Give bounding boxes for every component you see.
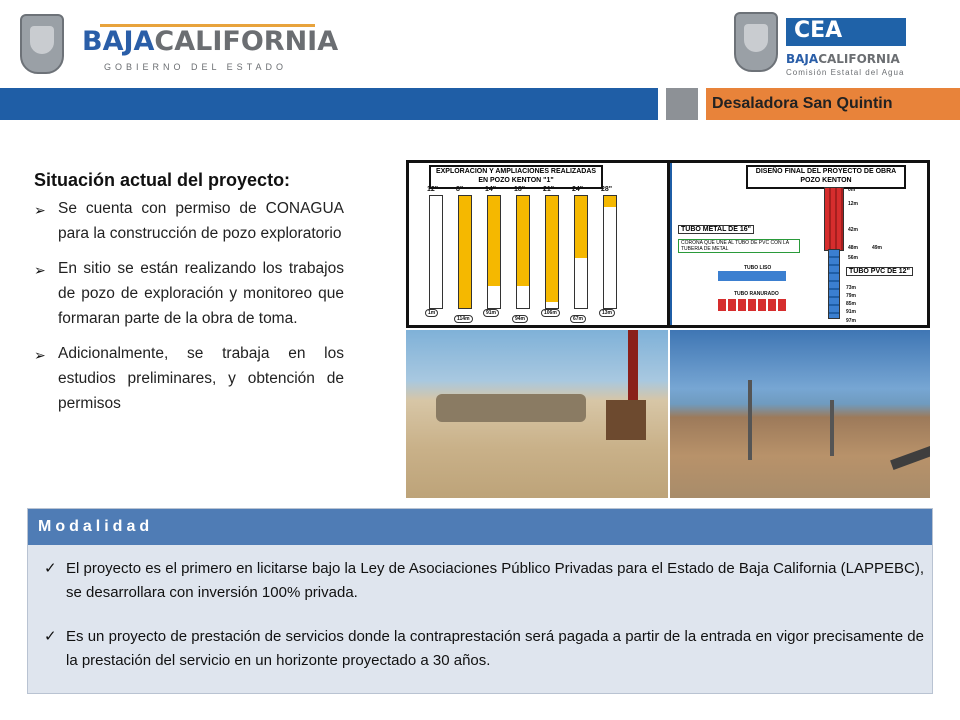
project-tag — [706, 88, 960, 120]
depth-label: 97m — [846, 318, 857, 324]
site-photo-coast — [670, 330, 930, 498]
pipe-depth-label: 1m — [425, 309, 438, 317]
depth-label: 48m — [848, 245, 859, 251]
pipe-size-label: 28" — [601, 186, 613, 193]
final-design-diagram — [670, 163, 927, 325]
pipe-depth-label: 114m — [454, 315, 473, 323]
pipe-column — [458, 195, 472, 309]
cea-subtitle: Comisión Estatal del Agua — [786, 68, 905, 77]
cea-brand — [786, 52, 900, 66]
pipe-column — [545, 195, 559, 309]
pipe-fill — [459, 196, 471, 308]
pipe-fill — [517, 196, 529, 286]
pipe-size-label: 18" — [514, 186, 526, 193]
pipe-depth-label: 67m — [570, 315, 586, 323]
arrow-bullet-icon: ➢ — [34, 202, 46, 218]
pipe-depth-label: 94m — [512, 315, 528, 323]
depth-label: 91m — [846, 309, 857, 315]
header-band — [0, 88, 658, 120]
depth-label: 73m — [846, 285, 857, 291]
corona-label: CORONA QUE UNE AL TUBO DE PVC CON LA TUBERIA DE METAL — [678, 239, 800, 253]
modalidad-list — [38, 557, 924, 693]
depth-label: 79m — [846, 293, 857, 299]
pipe-size-label: 12" — [427, 186, 439, 193]
site-photo-drilling — [406, 330, 668, 498]
arrow-bullet-icon: ➢ — [34, 347, 46, 363]
pipe-column — [574, 195, 588, 309]
modalidad-header — [28, 509, 932, 545]
pipe-depth-label: 106m — [541, 309, 560, 317]
diagram-divider — [670, 163, 672, 325]
cea-logo-text: CEA — [794, 18, 843, 43]
smooth-pipe-swatch — [718, 271, 786, 281]
gobierno-brand — [82, 26, 338, 57]
cea-brand-california: CALIFORNIA — [818, 52, 900, 66]
pipe-column — [603, 195, 617, 309]
gobierno-logo — [20, 10, 339, 76]
drill-mast — [748, 380, 752, 460]
modalidad-box — [27, 508, 933, 694]
depth-label: 0m — [848, 187, 856, 193]
cea-logo — [730, 8, 950, 82]
pipe-fill — [575, 196, 587, 258]
depth-label: 56m — [848, 255, 859, 261]
depth-label: 12m — [848, 201, 859, 207]
exploration-diagram — [409, 163, 667, 325]
gobierno-subtitle: GOBIERNO DEL ESTADO — [104, 62, 288, 72]
pipe-fill — [488, 196, 500, 286]
check-icon: ✓ — [44, 560, 57, 577]
state-shield-icon — [20, 14, 64, 74]
metal-pipe-label: TUBO METAL DE 16" — [678, 225, 754, 234]
project-tag-label: Desaladora San Quintin — [712, 95, 893, 112]
slotted-pipe-swatch — [718, 299, 786, 311]
well-diagram — [406, 160, 930, 328]
pipe-depth-label: 91m — [483, 309, 499, 317]
pipe-size-label: 21" — [543, 186, 555, 193]
list-item — [34, 341, 344, 416]
list-item-text: Adicionalmente, se trabaja en los estudios preliminares, y obtención de permisos — [58, 345, 344, 412]
depth-label: 42m — [848, 227, 859, 233]
header-band-square — [666, 88, 698, 120]
pipe-size-label: 8" — [456, 186, 464, 193]
cea-brand-baja: BAJA — [786, 52, 819, 66]
road-shape — [890, 440, 930, 470]
drill-mast — [830, 400, 834, 456]
modalidad-title: Modalidad — [38, 518, 154, 535]
brand-california: CALIFORNIA — [154, 26, 339, 57]
exploration-diagram-title: EXPLORACION Y AMPLIACIONES REALIZADAS EN POZO KENTON "1" — [429, 165, 603, 189]
list-item — [38, 557, 924, 605]
list-item-text: Se cuenta con permiso de CONAGUA para la construcción de pozo exploratorio — [58, 200, 344, 242]
brand-baja: BAJA — [82, 26, 155, 57]
pvc-pipe-shape — [828, 249, 840, 319]
list-item-text: El proyecto es el primero en licitarse bajo la Ley de Asociaciones Público Privadas para el Estado de Baja California (LAPPEBC), se desarrollara con inversión 100% privada. — [66, 560, 924, 601]
list-item — [34, 256, 344, 331]
pipe-depth-label: 13m — [599, 309, 615, 317]
list-item — [38, 625, 924, 673]
rig-base — [606, 400, 646, 440]
metal-pipe-shape — [824, 187, 844, 251]
situacion-list — [34, 196, 344, 426]
pipe-fill — [546, 196, 558, 302]
list-item-text: Es un proyecto de prestación de servicios donde la contraprestación será pagada a partir de la entrada en vigor precisamente de la prestación del servicio en un horizonte proyectado a 30 años. — [66, 628, 924, 669]
pipe-column — [516, 195, 530, 309]
smooth-pipe-label: TUBO LISO — [744, 265, 772, 271]
pipe-column — [487, 195, 501, 309]
final-design-title: DISEÑO FINAL DEL PROYECTO DE OBRA POZO KENTON — [746, 165, 906, 189]
list-item — [34, 196, 344, 246]
check-icon: ✓ — [44, 628, 57, 645]
arrow-bullet-icon: ➢ — [34, 262, 46, 278]
pvc-pipe-label: TUBO PVC DE 12" — [846, 267, 913, 276]
slotted-pipe-label: TUBO RANURADO — [734, 291, 779, 297]
pipe-fill — [604, 196, 616, 207]
cea-shield-icon — [734, 12, 778, 72]
list-item-text: En sitio se están realizando los trabajos de pozo de exploración y monitoreo que formaran parte de la obra de toma. — [58, 260, 344, 327]
pipe-column — [429, 195, 443, 309]
pipe-size-label: 24" — [572, 186, 584, 193]
section-title: Situación actual del proyecto: — [34, 170, 291, 190]
depth-label: 49m — [872, 245, 883, 251]
depth-label: 85m — [846, 301, 857, 307]
pipe-size-label: 14" — [485, 186, 497, 193]
equipment-shape — [436, 394, 586, 422]
